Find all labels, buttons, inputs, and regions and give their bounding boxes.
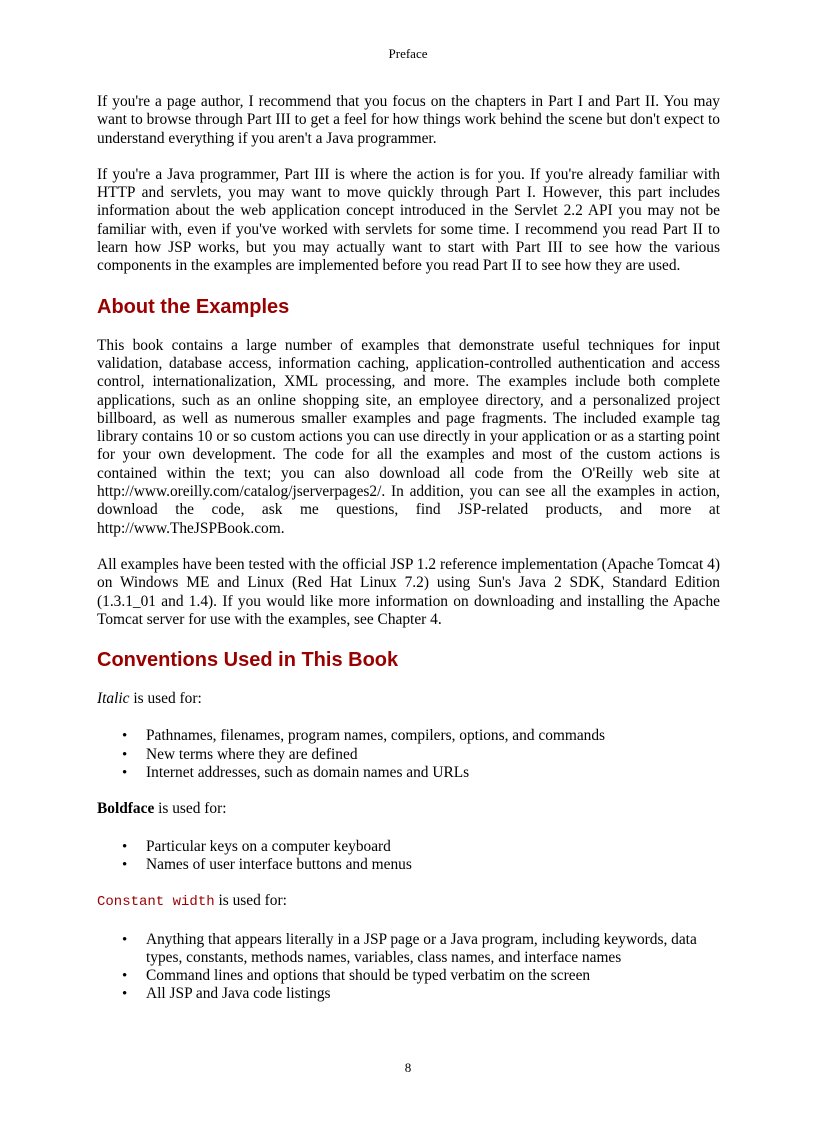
intro-paragraph-page-authors: If you're a page author, I recommend that you focus on the chapters in Part I and Part II. You may want to browse through Part III to get a feel for how things work behind the scene but don't expect to understand everything if you aren't a Java programmer.: [97, 93, 720, 147]
list-item: • All JSP and Java code listings: [146, 985, 720, 1003]
constant-width-convention-label: [97, 892, 720, 911]
italic-label-suffix: is used for:: [129, 690, 202, 708]
list-item: • Anything that appears literally in a JSP page or a Java program, including keywords, data types, constants, methods names, variables, class names, and interface names: [146, 931, 720, 968]
boldface-label-suffix: is used for:: [154, 800, 227, 818]
list-item: • Command lines and options that should be typed verbatim on the screen: [146, 967, 720, 985]
list-item: • Names of user interface buttons and menus: [146, 856, 720, 874]
italic-usage-list: [97, 727, 720, 782]
section-heading-conventions: Conventions Used in This Book: [97, 649, 399, 672]
page-body: [97, 93, 720, 1022]
list-item: • New terms where they are defined: [146, 746, 720, 764]
list-item: • Pathnames, filenames, program names, compilers, options, and commands: [146, 727, 720, 745]
list-item: • Internet addresses, such as domain names and URLs: [146, 764, 720, 782]
examples-paragraph-overview: This book contains a large number of examples that demonstrate useful techniques for input validation, database access, information caching, application-controlled authentication and access control, internationalization, XML processing, and more. The examples include both complete applications, such as an online shopping site, an employee directory, and a personalized project billboard, as well as numerous smaller examples and page fragments. The included example tag library contains 10 or so custom actions you can use directly in your application or as a starting point for your own development. The code for all the examples and most of the custom actions is contained within the text; you can also download all code from the O'Reilly web site at http://www.oreilly.com/catalog/jserverpages2/. In addition, you can see all the examples in action, download the code, ask me questions, find JSP-related products, and more at http://www.TheJSPBook.com.: [97, 336, 720, 537]
examples-paragraph-testing: All examples have been tested with the official JSP 1.2 reference implementation (Apache Tomcat 4) on Windows ME and Linux (Red Hat Linux 7.2) using Sun's Java 2 SDK, Standard Edition (1.3.1_01 and 1.4). If you would like more information on downloading and installing the Apache Tomcat server for use with the examples, see Chapter 4.: [97, 555, 720, 628]
constant-width-term: Constant width: [97, 894, 215, 911]
intro-paragraph-java-programmers: If you're a Java programmer, Part III is where the action is for you. If you're already familiar with HTTP and servlets, you may want to move quickly through Part I. However, this part includes information about the web application concept introduced in the Servlet 2.2 API you may not be familiar with, even if you've worked with servlets for some time. I recommend you read Part II to learn how JSP works, but you may actually want to start with Part III to see how the various components in the examples are implemented before you read Part II to see how they are used.: [97, 165, 720, 275]
constant-width-usage-list: [97, 931, 720, 1004]
running-head: Preface: [388, 46, 428, 61]
italic-term: Italic: [97, 690, 130, 708]
page-number: 8: [404, 1060, 412, 1075]
constant-width-label-suffix: is used for:: [214, 892, 287, 910]
section-heading-about-examples: About the Examples: [97, 295, 290, 318]
boldface-term: Boldface: [97, 800, 155, 818]
boldface-usage-list: [97, 838, 720, 875]
italic-convention-label: [97, 690, 720, 708]
list-item: • Particular keys on a computer keyboard: [146, 838, 720, 856]
boldface-convention-label: [97, 800, 720, 818]
